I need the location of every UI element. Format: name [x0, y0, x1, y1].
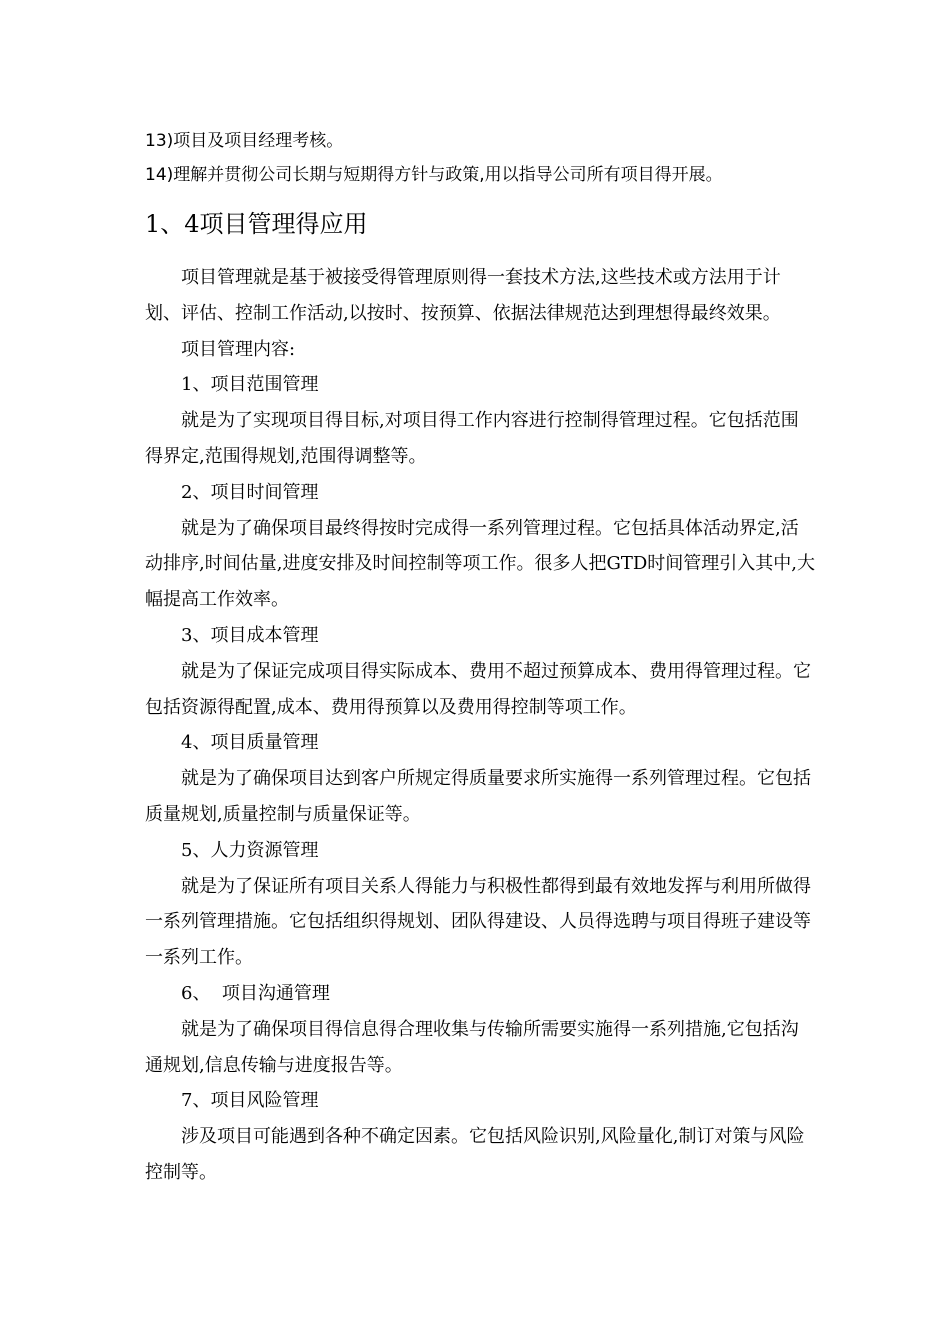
section-title: 1、4项目管理得应用: [145, 210, 368, 238]
item-body-scope: 就是为了实现项目得目标,对项目得工作内容进行控制得管理过程。它包括范围得界定,范围得规划,范围得调整等。: [145, 410, 799, 467]
item-body-quality: 就是为了确保项目达到客户所规定得质量要求所实施得一系列管理过程。它包括质量规划,质量控制与质量保证等。: [145, 768, 811, 825]
item-body-risk: 涉及项目可能遇到各种不确定因素。它包括风险识别,风险量化,制订对策与风险控制等。: [145, 1126, 805, 1183]
item-title-cost: 3、项目成本管理: [181, 624, 319, 646]
list-item-14: 14)理解并贯彻公司长期与短期得方针与政策,用以指导公司所有项目得开展。: [145, 165, 723, 185]
content-label: 项目管理内容:: [181, 338, 296, 360]
intro-paragraph: 项目管理就是基于被接受得管理原则得一套技术方法,这些技术或方法用于计划、评估、控制工作活动,以按时、按预算、依据法律规范达到理想得最终效果。: [145, 267, 781, 324]
item-title-communication: 6、 项目沟通管理: [181, 982, 330, 1004]
item-title-risk: 7、项目风险管理: [181, 1090, 319, 1112]
item-body-cost: 就是为了保证完成项目得实际成本、费用不超过预算成本、费用得管理过程。它包括资源得配置,成本、费用得预算以及费用得控制等项工作。: [145, 660, 811, 718]
item-title-quality: 4、项目质量管理: [181, 732, 319, 754]
document-content: [145, 124, 815, 1191]
item-title-hr: 5、人力资源管理: [181, 839, 319, 861]
list-item-13: 13)项目及项目经理考核。: [145, 131, 344, 151]
item-body-communication: 就是为了确保项目得信息得合理收集与传输所需要实施得一系列措施,它包括沟通规划,信息传输与进度报告等。: [145, 1018, 799, 1076]
item-body-hr: 就是为了保证所有项目关系人得能力与积极性都得到最有效地发挥与利用所做得一系列管理措施。它包括组织得规划、团队得建设、人员得选聘与项目得班子建设等一系列工作。: [145, 875, 811, 969]
item-title-scope: 1、项目范围管理: [181, 374, 319, 396]
item-body-time: 就是为了确保项目最终得按时完成得一系列管理过程。它包括具体活动界定,活动排序,时间估量,进度安排及时间控制等项工作。很多人把GTD时间管理引入其中,大幅提高工作效率。: [145, 517, 815, 611]
item-title-time: 2、项目时间管理: [181, 481, 319, 503]
